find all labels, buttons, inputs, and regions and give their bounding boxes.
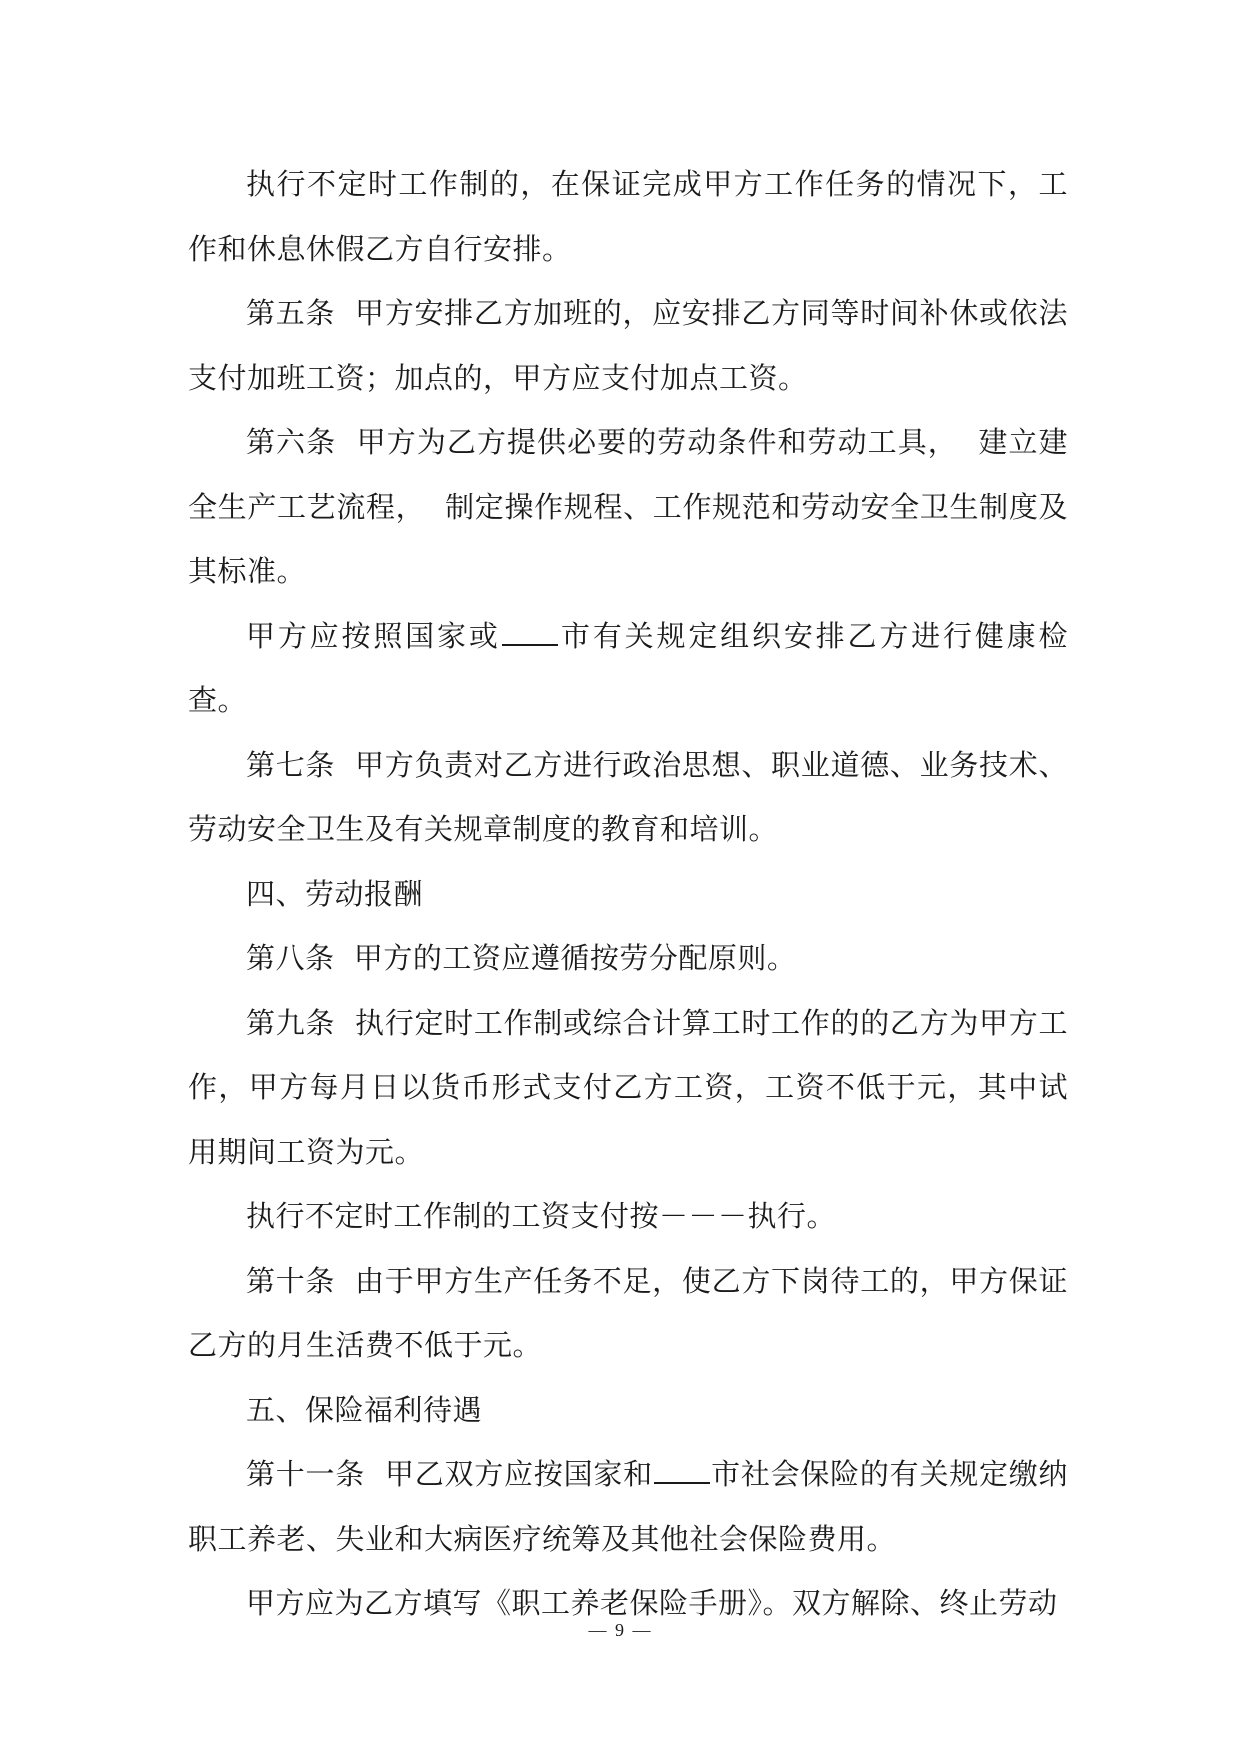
fill-in-blank: [654, 1458, 710, 1484]
paragraph-article-6: 第六条 甲方为乙方提供必要的劳动条件和劳动工具， 建立建全生产工艺流程， 制定操作规程、工作规范和劳动安全卫生制度及其标准。: [188, 425, 1068, 588]
paragraph-article-8: 第八条 甲方的工资应遵循按劳分配原则。: [246, 941, 797, 975]
paragraph-text-before-blank: 第十一条 甲乙双方应按国家和: [246, 1457, 653, 1491]
paragraph-text-after-blank: 市社会保险的有关规定缴纳职工养老、失业和大病医疗统筹及其他社会保险费用。: [188, 1457, 1068, 1556]
paragraph-article-7: 第七条 甲方负责对乙方进行政治思想、职业道德、业务技术、劳动安全卫生及有关规章制度的教育和培训。: [188, 747, 1068, 846]
page-number: — 9 —: [588, 1620, 653, 1640]
paragraph-text-before-blank: 甲方应按照国家或: [246, 618, 501, 653]
document-body: [188, 152, 1068, 1636]
section-heading-remuneration: 四、劳动报酬: [246, 876, 424, 911]
paragraph-article-5: 第五条 甲方安排乙方加班的，应安排乙方同等时间补休或依法支付加班工资；加点的，甲方应支付加点工资。: [188, 296, 1068, 395]
paragraph-irregular-hours: 执行不定时工作制的，在保证完成甲方工作任务的情况下，工作和休息休假乙方自行安排。: [188, 167, 1068, 266]
paragraph-health-check: [188, 604, 1068, 733]
paragraph-irregular-pay: 执行不定时工作制的工资支付按－－－执行。: [246, 1199, 837, 1233]
paragraph-text-after-blank: 市有关规定组织安排乙方进行健康检查。: [188, 618, 1068, 717]
paragraph-article-11: [188, 1442, 1068, 1571]
section-heading-insurance: 五、保险福利待遇: [246, 1392, 483, 1427]
paragraph-pension-handbook: 甲方应为乙方填写《职工养老保险手册》。双方解除、终止劳动: [246, 1586, 1058, 1620]
paragraph-article-9: 第九条 执行定时工作制或综合计算工时工作的的乙方为甲方工作，甲方每月日以货币形式支付乙方工资，工资不低于元，其中试用期间工资为元。: [188, 1005, 1068, 1169]
fill-in-blank: [502, 620, 558, 646]
paragraph-article-10: 第十条 由于甲方生产任务不足，使乙方下岗待工的，甲方保证乙方的月生活费不低于元。: [188, 1263, 1068, 1362]
